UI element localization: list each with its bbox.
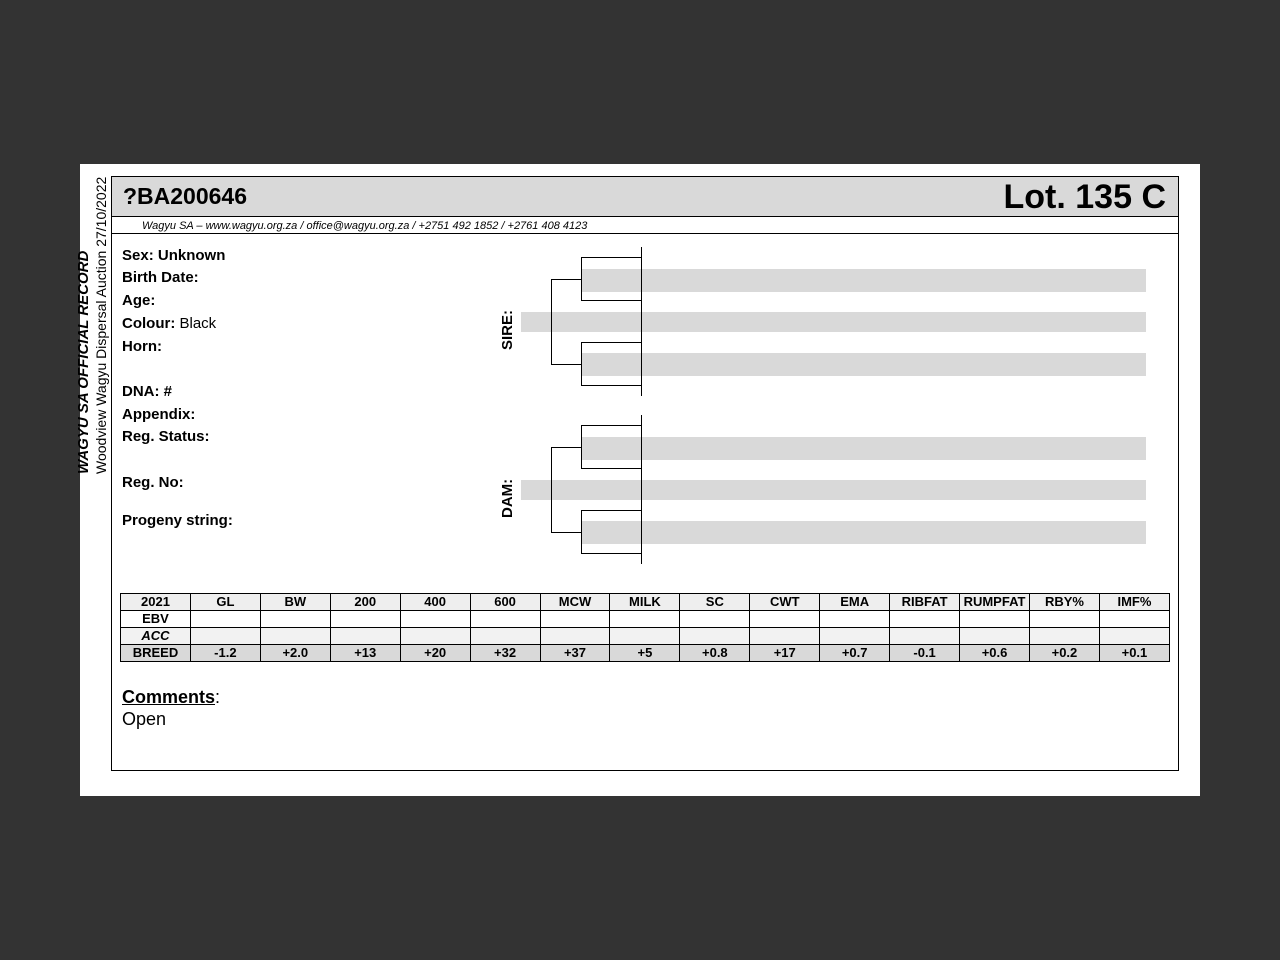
appendix-label: Appendix: [122, 406, 196, 423]
row-label: EBV [121, 611, 191, 628]
sire-branch-top [551, 279, 582, 280]
dam-branch-line [551, 447, 552, 532]
sire-dam-branch [581, 342, 582, 385]
table-cell [190, 611, 260, 628]
lot-number: Lot. 135 C [1003, 178, 1166, 216]
auction-name: Woodview Wagyu Dispersal Auction 27/10/2022 [93, 176, 109, 474]
table-cell: +13 [330, 645, 400, 662]
dam-label: DAM: [499, 478, 516, 518]
table-cell: +0.1 [1099, 645, 1169, 662]
table-cell [470, 611, 540, 628]
col-header: SC [680, 594, 750, 611]
table-cell [890, 628, 960, 645]
dna-row [122, 383, 172, 400]
dam-sire-upper [581, 425, 641, 426]
pedigree-chart [492, 247, 1152, 577]
sire-name-box [521, 312, 1146, 332]
table-cell [540, 611, 610, 628]
table-cell [540, 628, 610, 645]
table-cell [400, 628, 470, 645]
dam-name-box [521, 480, 1146, 500]
table-cell [820, 628, 890, 645]
table-cell [960, 611, 1030, 628]
col-header: BW [260, 594, 330, 611]
colour-label: Colour: [122, 315, 176, 332]
sire-sire-upper [581, 257, 641, 258]
table-cell: +17 [750, 645, 820, 662]
col-header: 200 [330, 594, 400, 611]
progeny-string-label: Progeny string: [122, 512, 233, 529]
col-header: RUMPFAT [960, 594, 1030, 611]
table-cell: -1.2 [190, 645, 260, 662]
table-cell [260, 611, 330, 628]
table-cell: +0.8 [680, 645, 750, 662]
sire-sire-lower [581, 300, 641, 301]
col-header: MCW [540, 594, 610, 611]
table-cell [1099, 611, 1169, 628]
table-cell [330, 611, 400, 628]
table-cell: +0.6 [960, 645, 1030, 662]
age-label: Age: [122, 292, 156, 309]
col-header: 2021 [121, 594, 191, 611]
table-cell [1029, 611, 1099, 628]
table-cell: +20 [400, 645, 470, 662]
dna-value: # [163, 383, 173, 400]
table-cell [680, 628, 750, 645]
table-cell [680, 611, 750, 628]
table-cell [470, 628, 540, 645]
ebv-table [120, 593, 1170, 662]
dam-dam-box [581, 521, 1146, 544]
table-cell: +5 [610, 645, 680, 662]
colour-value: Black [179, 315, 217, 332]
table-cell [960, 628, 1030, 645]
col-header: 600 [470, 594, 540, 611]
table-cell [330, 628, 400, 645]
col-header: CWT [750, 594, 820, 611]
col-header: RBY% [1029, 594, 1099, 611]
dam-dam-lower [581, 553, 641, 554]
record-title: WAGYU SA OFFICIAL RECORD [75, 250, 92, 474]
comments-label: Comments [122, 687, 216, 707]
record-card [111, 176, 1179, 771]
comments-heading [122, 687, 220, 708]
sex-row [122, 247, 225, 264]
ebv-row [121, 611, 1170, 628]
sire-branch-line [551, 279, 552, 364]
ebv-header-row [121, 594, 1170, 611]
contact-line: Wagyu SA – www.wagyu.org.za / office@wagyu.org.za / +2751 492 1852 / +2761 408 4123 [142, 220, 588, 232]
table-cell [400, 611, 470, 628]
table-cell [820, 611, 890, 628]
col-header: 400 [400, 594, 470, 611]
col-header: GL [190, 594, 260, 611]
table-cell: +2.0 [260, 645, 330, 662]
col-header: IMF% [1099, 594, 1169, 611]
sire-sire-branch [581, 257, 582, 300]
table-cell [610, 611, 680, 628]
table-cell [1099, 628, 1169, 645]
side-caption [75, 154, 109, 474]
col-header: MILK [610, 594, 680, 611]
table-cell [890, 611, 960, 628]
col-header: EMA [820, 594, 890, 611]
sire-grand-line [641, 247, 642, 396]
table-cell [750, 611, 820, 628]
table-cell [1029, 628, 1099, 645]
table-cell: +32 [470, 645, 540, 662]
table-cell: +0.2 [1029, 645, 1099, 662]
dam-sire-branch [581, 425, 582, 468]
sire-sire-box [581, 269, 1146, 292]
table-cell [260, 628, 330, 645]
colour-row [122, 315, 216, 332]
comments-colon: : [215, 687, 221, 707]
sire-dam-lower [581, 385, 641, 386]
table-cell: +0.7 [820, 645, 890, 662]
breed-row [121, 645, 1170, 662]
header-divider [112, 233, 1178, 234]
dam-branch-bottom [551, 532, 582, 533]
table-cell: -0.1 [890, 645, 960, 662]
sire-label: SIRE: [499, 309, 516, 350]
birth-date-label: Birth Date: [122, 269, 199, 286]
col-header: RIBFAT [890, 594, 960, 611]
reg-status-label: Reg. Status: [122, 428, 210, 445]
dam-dam-branch [581, 510, 582, 553]
table-cell [610, 628, 680, 645]
sex-label: Sex: [122, 247, 154, 264]
dam-dam-upper [581, 510, 641, 511]
acc-row [121, 628, 1170, 645]
horn-label: Horn: [122, 338, 162, 355]
dam-sire-lower [581, 468, 641, 469]
sire-branch-bottom [551, 364, 582, 365]
dna-label: DNA: [122, 383, 160, 400]
row-label: BREED [121, 645, 191, 662]
sire-dam-upper [581, 342, 641, 343]
dam-sire-box [581, 437, 1146, 460]
table-cell: +37 [540, 645, 610, 662]
table-cell [750, 628, 820, 645]
row-label: ACC [121, 628, 191, 645]
sex-value: Unknown [157, 247, 226, 264]
dam-branch-top [551, 447, 582, 448]
record-page [75, 164, 1200, 796]
card-header [112, 177, 1178, 217]
animal-id: ?BA200646 [123, 183, 248, 209]
table-cell [190, 628, 260, 645]
sire-dam-box [581, 353, 1146, 376]
reg-no-label: Reg. No: [122, 474, 184, 491]
comments-text: Open [122, 709, 167, 729]
dam-grand-line [641, 415, 642, 564]
